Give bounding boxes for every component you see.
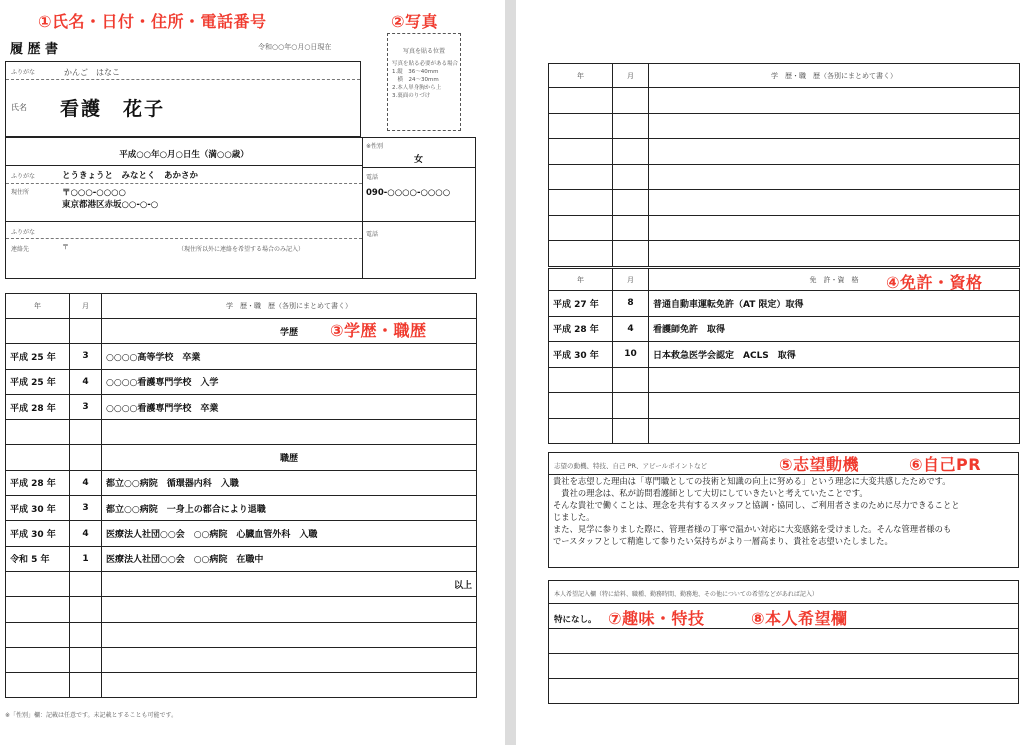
contact-furigana-label: ふりがな xyxy=(11,229,36,236)
contact-phone-label: 電話 xyxy=(366,231,379,238)
table-row xyxy=(549,367,1020,393)
motivation-line: じました。 xyxy=(553,512,595,522)
motivation-line: 貴社を志望した理由は「専門職としての技術と知識の向上に努める」という理念に大変共感したためです。 xyxy=(553,476,951,486)
header-title: 学 歴・職 歴（各別にまとめて書く） xyxy=(102,294,477,319)
row-year[interactable]: 令和 5 年 xyxy=(6,546,70,571)
annotation-history: ③学歴・職歴 xyxy=(330,321,427,340)
row-description[interactable] xyxy=(649,393,1020,419)
row-description[interactable]: 看護師免許 取得 xyxy=(649,316,1020,342)
header-year: 年 xyxy=(549,64,613,88)
motivation-line: でースタッフとして精進して参りたい気持ちがより一層高まり、貴社を志望いたしました。 xyxy=(553,536,893,546)
row-month[interactable] xyxy=(613,88,649,114)
photo-instructions xyxy=(392,60,460,100)
footnote: ※「性別」欄：記載は任意です。未記載とすることも可能です。 xyxy=(5,712,178,719)
row-month[interactable]: 3 xyxy=(70,394,102,419)
table-row xyxy=(6,673,477,698)
phone-label: 電話 xyxy=(366,174,379,181)
table-row xyxy=(549,190,1020,216)
motivation-line: そんな貴社で働くことは、理念を共有するスタッフと協調・協同し、ご利用者さまのために尽力できることと xyxy=(553,500,960,510)
row-description[interactable]: 以上 xyxy=(102,571,477,596)
row-year[interactable]: 平成 30 年 xyxy=(549,342,613,368)
row-month[interactable] xyxy=(70,445,102,470)
row-month[interactable] xyxy=(70,647,102,672)
table-row xyxy=(549,393,1020,419)
row-description[interactable] xyxy=(649,190,1020,216)
row-description[interactable] xyxy=(649,139,1020,165)
row-month[interactable] xyxy=(70,571,102,596)
header-year: 年 xyxy=(549,269,613,291)
row-year[interactable] xyxy=(549,190,613,216)
row-year[interactable] xyxy=(6,673,70,698)
row-month[interactable] xyxy=(613,215,649,241)
header-month: 月 xyxy=(613,269,649,291)
row-year[interactable] xyxy=(549,113,613,139)
row-year[interactable]: 平成 28 年 xyxy=(549,316,613,342)
history-table xyxy=(5,293,477,698)
row-description[interactable] xyxy=(102,673,477,698)
table-row xyxy=(6,546,477,571)
row-month[interactable] xyxy=(613,241,649,267)
row-year[interactable] xyxy=(6,319,70,344)
row-description[interactable]: 医療法人社団○○会 ○○病院 心臓血管外科 入職 xyxy=(102,521,477,546)
row-year[interactable] xyxy=(549,367,613,393)
row-year[interactable] xyxy=(6,571,70,596)
contact-note: （現住所以外に連絡を希望する場合のみ記入） xyxy=(178,246,305,253)
row-description[interactable]: 日本救急医学会認定 ACLS 取得 xyxy=(649,342,1020,368)
table-row xyxy=(549,342,1020,368)
table-row xyxy=(6,647,477,672)
table-row xyxy=(6,445,477,470)
photo-instruction-line: 1.縦 36〜40mm xyxy=(392,69,439,75)
wishes-label: 本人希望記入欄（特に給料、職種、勤務時間、勤務地、その他についての希望などがあれば記入） xyxy=(554,591,818,598)
contact-label: 連絡先 xyxy=(11,246,30,253)
table-row xyxy=(6,344,477,369)
row-month[interactable]: 4 xyxy=(613,316,649,342)
table-header-row xyxy=(6,294,477,319)
row-year[interactable] xyxy=(549,215,613,241)
annotation-motivation: ⑤志望動機 xyxy=(779,455,860,474)
photo-title: 写真を貼る位置 xyxy=(402,48,445,55)
motivation-line: 貴社の理念は、私が訪問看護師として大切にしていきたいと考えていたことです。 xyxy=(553,488,868,498)
row-month[interactable]: 10 xyxy=(613,342,649,368)
info-box xyxy=(5,137,476,279)
row-year[interactable]: 平成 27 年 xyxy=(549,291,613,317)
row-month[interactable] xyxy=(613,190,649,216)
table-row xyxy=(549,88,1020,114)
furigana-label: ふりがな xyxy=(11,69,36,76)
header-month: 月 xyxy=(70,294,102,319)
row-month[interactable] xyxy=(70,420,102,445)
photo-box[interactable] xyxy=(387,33,461,131)
row-month[interactable]: 1 xyxy=(70,546,102,571)
header-year: 年 xyxy=(6,294,70,319)
gender-value[interactable]: 女 xyxy=(413,155,423,165)
applicant-name[interactable]: 看護 花子 xyxy=(60,98,166,120)
row-year[interactable] xyxy=(6,420,70,445)
row-month[interactable] xyxy=(70,597,102,622)
table-row xyxy=(6,571,477,596)
row-month[interactable]: 4 xyxy=(70,369,102,394)
row-month[interactable] xyxy=(613,164,649,190)
row-month[interactable]: 3 xyxy=(70,344,102,369)
table-row xyxy=(6,521,477,546)
name-label: 氏名 xyxy=(11,103,27,112)
row-description[interactable]: 普通自動車運転免許（AT 限定）取得 xyxy=(649,291,1020,317)
address-furigana-label: ふりがな xyxy=(11,173,36,180)
row-description[interactable]: 都立○○病院 一身上の都合により退職 xyxy=(102,496,477,521)
birth-date[interactable]: 平成○○年○月○日生（満○○歳） xyxy=(119,150,249,160)
table-row xyxy=(6,597,477,622)
row-description[interactable] xyxy=(649,241,1020,267)
header-title: 学 歴・職 歴（各別にまとめて書く） xyxy=(649,64,1020,88)
row-year[interactable] xyxy=(6,445,70,470)
table-row xyxy=(6,622,477,647)
row-year[interactable]: 平成 25 年 xyxy=(6,344,70,369)
annotation-wishes: ⑧本人希望欄 xyxy=(751,609,848,628)
row-description[interactable]: ○○○○看護専門学校 卒業 xyxy=(102,394,477,419)
row-year[interactable] xyxy=(549,164,613,190)
table-row xyxy=(549,113,1020,139)
table-row xyxy=(6,369,477,394)
table-row xyxy=(549,139,1020,165)
resume-page-2 xyxy=(516,0,1024,745)
table-header-row xyxy=(549,64,1020,88)
table-row xyxy=(549,241,1020,267)
table-row xyxy=(6,394,477,419)
table-row xyxy=(6,420,477,445)
row-month[interactable]: 4 xyxy=(70,521,102,546)
row-year[interactable] xyxy=(6,647,70,672)
row-month[interactable] xyxy=(70,673,102,698)
table-row xyxy=(6,470,477,495)
table-row xyxy=(549,291,1020,317)
table-row xyxy=(549,418,1020,444)
resume-title: 履 歴 書 xyxy=(10,42,59,57)
row-description[interactable]: ○○○○看護専門学校 入学 xyxy=(102,369,477,394)
row-month[interactable] xyxy=(613,367,649,393)
address[interactable]: 東京都港区赤坂○○-○-○ xyxy=(62,200,159,210)
row-description[interactable]: 都立○○病院 循環器内科 入職 xyxy=(102,470,477,495)
header-month: 月 xyxy=(613,64,649,88)
row-month[interactable]: 8 xyxy=(613,291,649,317)
resume-date: 令和○○年○月○日現在 xyxy=(258,43,332,51)
row-month[interactable] xyxy=(613,418,649,444)
photo-instruction-line: 2.本人単身胸から上 xyxy=(392,85,442,91)
annotation-name-date-address: ①氏名・日付・住所・電話番号 xyxy=(38,12,267,31)
row-description[interactable]: ○○○○高等学校 卒業 xyxy=(102,344,477,369)
row-year[interactable] xyxy=(549,418,613,444)
motivation-label: 志望の動機、特技、自己 PR、アピールポイントなど xyxy=(554,462,708,470)
name-box xyxy=(5,61,361,137)
row-year[interactable]: 平成 28 年 xyxy=(6,470,70,495)
annotation-photo: ②写真 xyxy=(391,12,439,31)
row-month[interactable] xyxy=(70,319,102,344)
row-description[interactable] xyxy=(649,164,1020,190)
phone-number[interactable]: 090-○○○○-○○○○ xyxy=(366,188,451,198)
row-description[interactable] xyxy=(649,113,1020,139)
row-description[interactable]: 学歴 xyxy=(102,319,477,344)
table-row xyxy=(549,215,1020,241)
row-month[interactable] xyxy=(613,139,649,165)
row-month[interactable] xyxy=(613,113,649,139)
history-continued-table xyxy=(548,63,1020,267)
row-description[interactable]: 医療法人社団○○会 ○○病院 在職中 xyxy=(102,546,477,571)
photo-instruction-line: 3.裏面のりづけ xyxy=(392,93,431,99)
row-year[interactable] xyxy=(549,241,613,267)
row-year[interactable]: 平成 30 年 xyxy=(6,496,70,521)
motivation-line: また、見学に参りました際に、管理者様の丁寧で温かい対応に大変感銘を受けました。そんな管理者様のも xyxy=(553,524,952,534)
row-month[interactable]: 3 xyxy=(70,496,102,521)
address-label: 現住所 xyxy=(11,189,30,196)
row-year[interactable] xyxy=(6,597,70,622)
row-year[interactable]: 平成 30 年 xyxy=(6,521,70,546)
row-description[interactable] xyxy=(102,622,477,647)
row-year[interactable] xyxy=(549,393,613,419)
row-year[interactable]: 平成 25 年 xyxy=(6,369,70,394)
table-row xyxy=(549,164,1020,190)
row-description[interactable] xyxy=(649,215,1020,241)
row-description[interactable] xyxy=(102,647,477,672)
postal-code[interactable]: 〒○○○-○○○○ xyxy=(62,188,126,198)
motivation-text xyxy=(553,475,1015,547)
license-table xyxy=(548,268,1020,444)
annotation-hobbies: ⑦趣味・特技 xyxy=(608,609,705,628)
row-year[interactable] xyxy=(6,622,70,647)
row-year[interactable]: 平成 28 年 xyxy=(6,394,70,419)
annotation-self-pr: ⑥自己PR xyxy=(909,455,982,474)
header-title: 免 許・資 格 xyxy=(649,269,1020,291)
furigana-name: かんご はなこ xyxy=(64,68,120,77)
row-description[interactable] xyxy=(102,597,477,622)
row-description[interactable]: 職歴 xyxy=(102,445,477,470)
address-furigana[interactable]: とうきょうと みなとく あかさか xyxy=(62,171,199,181)
row-month[interactable]: 4 xyxy=(70,470,102,495)
wishes-text: 特になし。 xyxy=(554,615,597,625)
row-description[interactable] xyxy=(649,418,1020,444)
resume-page-1 xyxy=(0,0,505,745)
contact-postal[interactable]: 〒 xyxy=(62,243,69,251)
row-year[interactable] xyxy=(549,139,613,165)
photo-instruction-line: 写真を貼る必要がある場合 xyxy=(392,61,459,67)
row-description[interactable] xyxy=(102,420,477,445)
row-year[interactable] xyxy=(549,88,613,114)
photo-instruction-line: 横 24〜30mm xyxy=(392,77,439,83)
table-row xyxy=(6,496,477,521)
annotation-licenses: ④免許・資格 xyxy=(886,273,983,292)
row-month[interactable] xyxy=(70,622,102,647)
table-row xyxy=(549,316,1020,342)
gender-label: ※性別 xyxy=(366,143,384,150)
row-month[interactable] xyxy=(613,393,649,419)
wishes-box[interactable] xyxy=(548,580,1019,704)
row-description[interactable] xyxy=(649,367,1020,393)
row-description[interactable] xyxy=(649,88,1020,114)
